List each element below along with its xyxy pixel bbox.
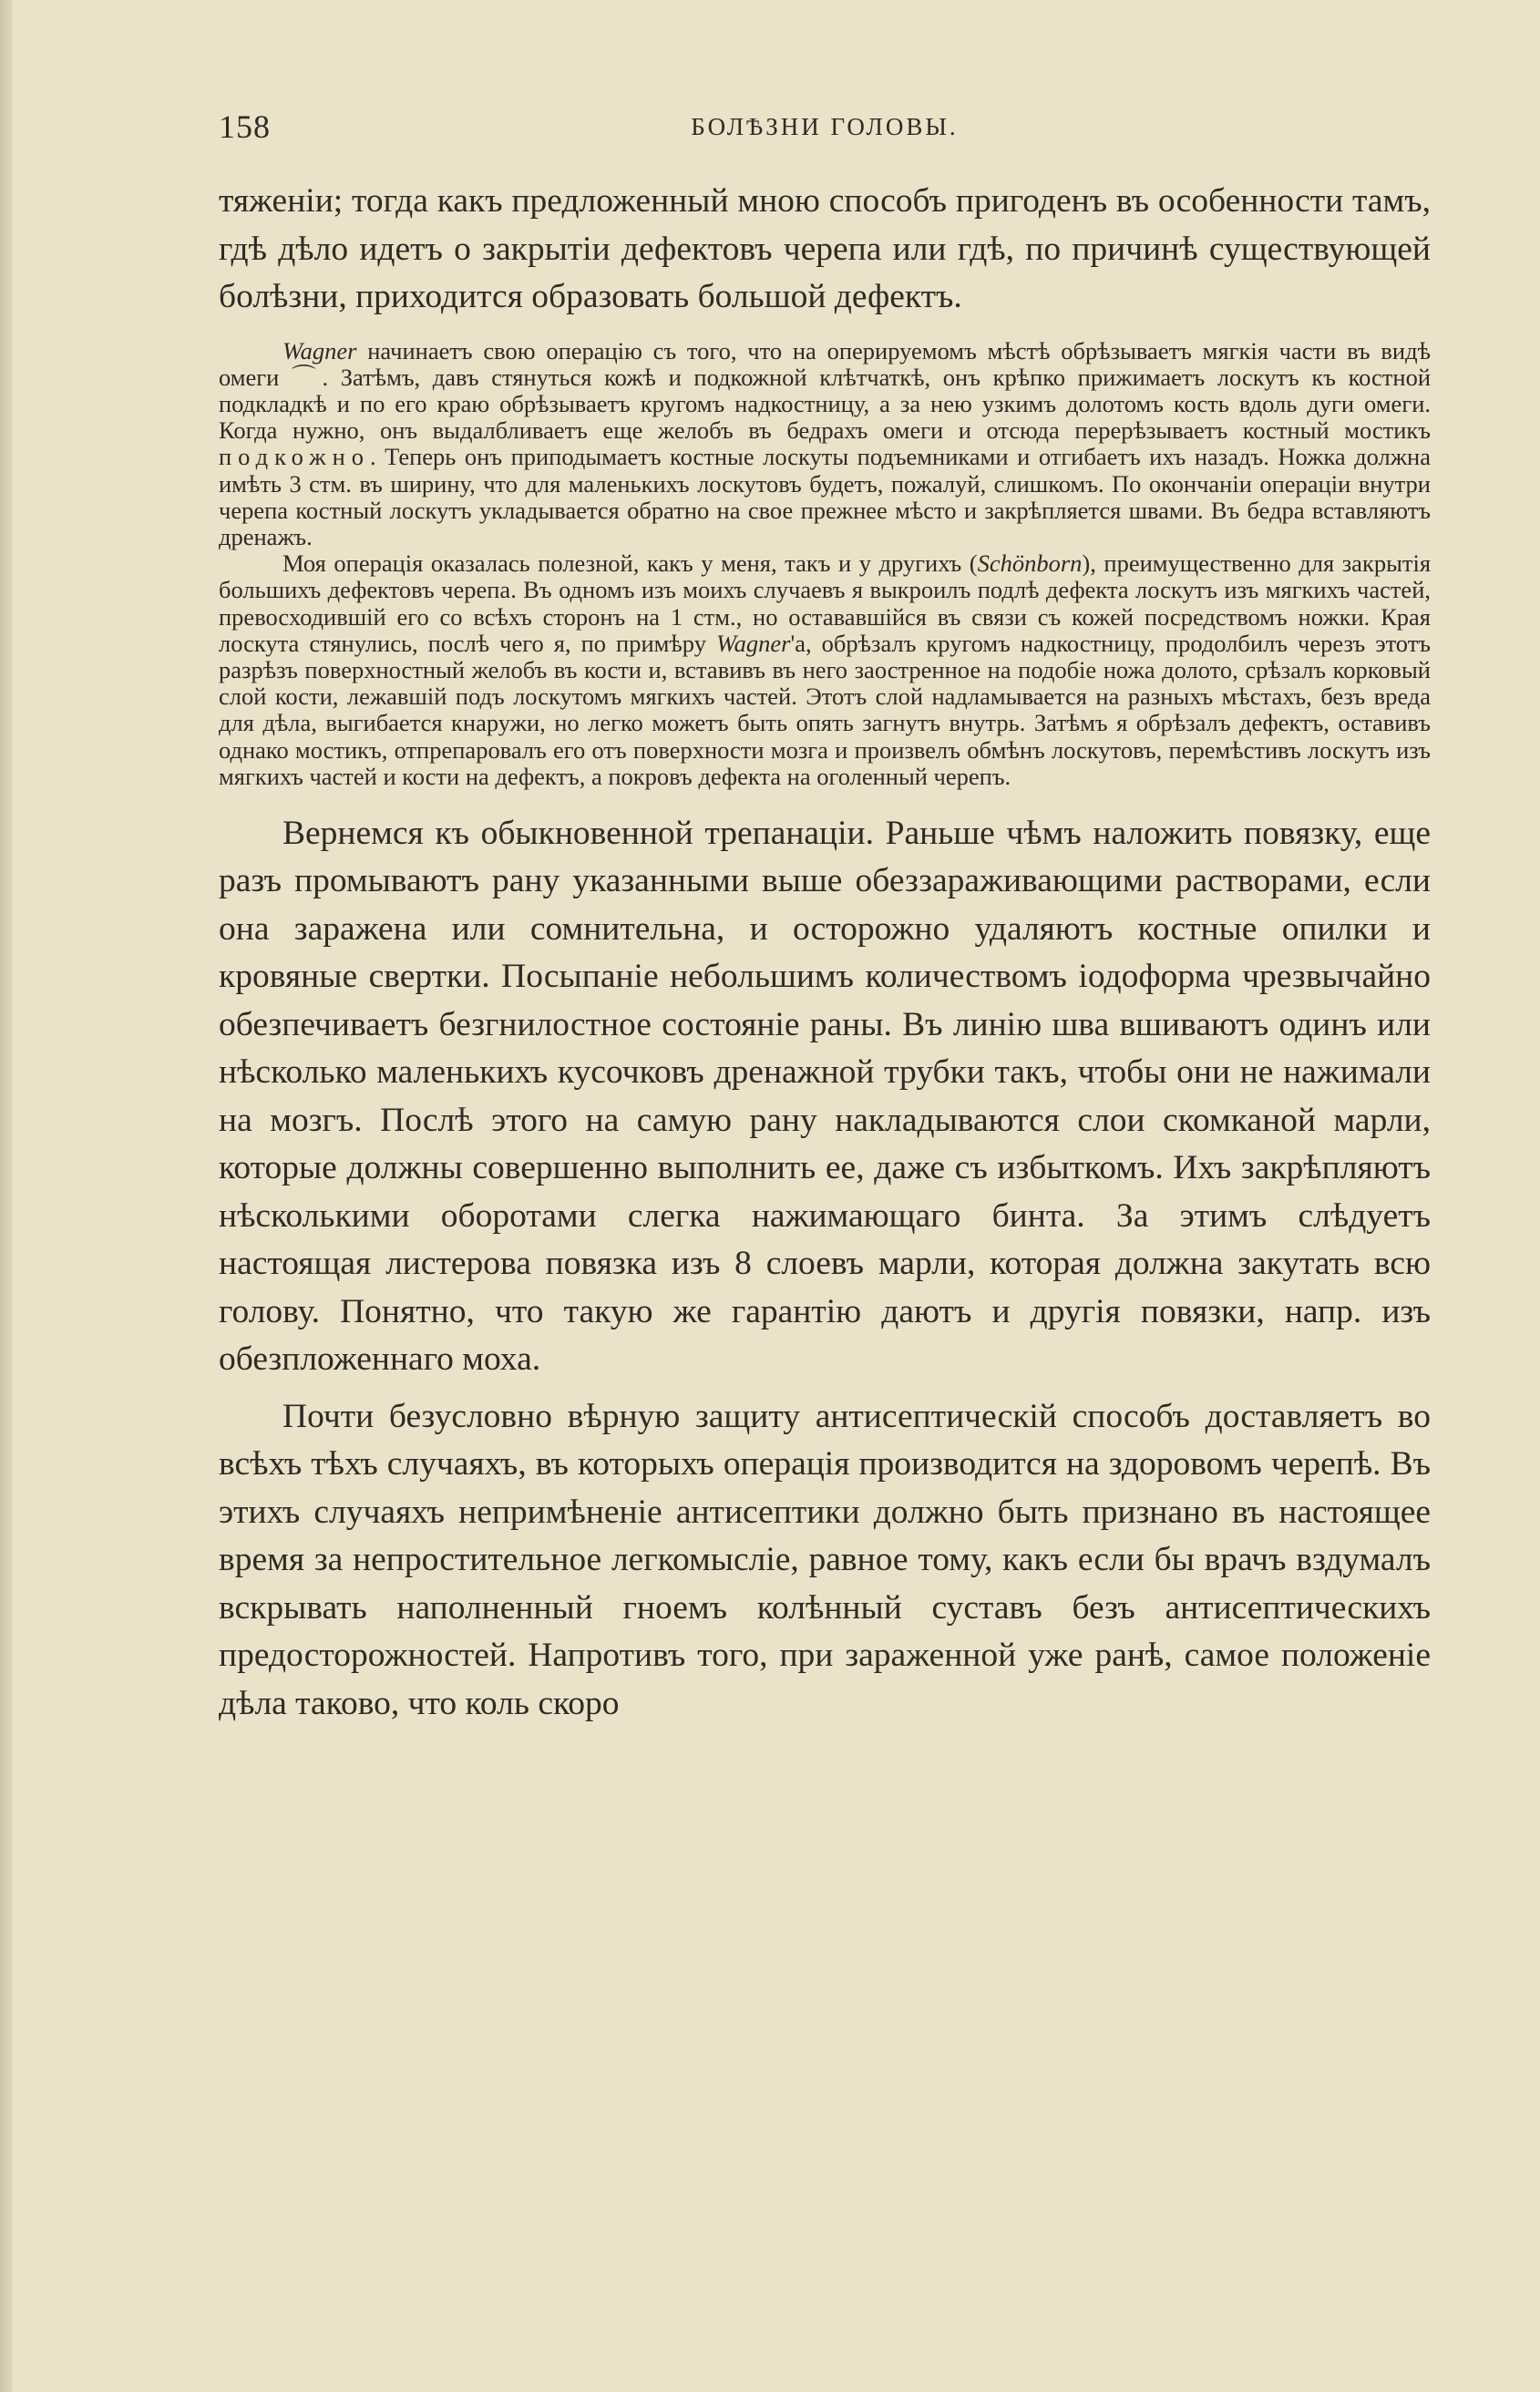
author-name: Schönborn [977,549,1083,578]
running-title: БОЛѢЗНИ ГОЛОВЫ. [691,113,959,140]
paragraph-continuation: тяженіи; тогда какъ предложенный мною способъ пригоденъ въ особенности тамъ, гдѣ дѣло идетъ о закрытіи дефектовъ черепа или гдѣ, по причинѣ существующей болѣзни, приходится образовать большой дефектъ. [219,182,1431,315]
note-text: 'а, обрѣзалъ кругомъ надкостницу, продолбилъ черезъ этотъ разрѣзъ поверхностный желобъ въ кости и, вставивъ въ него заостренное на подобіе ножа долото, срѣзалъ корковый слой кости, лежавшій подъ лоскутомъ мягкихъ частей. Этотъ слой надламывается на разныхъ мѣстахъ, безъ вреда для дѣла, выгибается кнаружи, но легко можетъ быть опять загнутъ внутрь. Затѣмъ я обрѣзалъ дефектъ, оставивъ однако мостикъ, отпрепаровалъ его отъ поверхности мозга и произвелъ обмѣнъ лоскутовъ, перемѣстивъ лоскутъ изъ мягкихъ частей и кости на дефектъ, а покровъ дефекта на оголенный черепъ. [219,629,1431,790]
author-name: Wagner [715,629,791,657]
note-text: начинаетъ свою операцію съ того, что на оперируемомъ мѣстѣ обрѣзываетъ мягкія части въ видѣ омеги ⌒. Затѣмъ, давъ стянуться кожѣ и подкожной клѣтчаткѣ, онъ крѣпко прижимаетъ лоскутъ къ костной подкладкѣ и по его краю обрѣзываетъ кругомъ надкостницу, а за нею узкимъ долотомъ кость вдоль дуги омеги. Когда нужно, онъ выдалбливаетъ еще желобъ въ бедрахъ омеги и отсюда перерѣзываетъ костный мостикъ [219,336,1431,445]
paragraph-antiseptic-method: Почти безусловно вѣрную защиту антисептическій способъ доставляетъ во всѣхъ тѣхъ случаяхъ, въ которыхъ операція производится на здоровомъ черепѣ. Въ этихъ случаяхъ непримѣненіе антисептики должно быть признано въ настоящее время за непростительное легкомысліе, равное тому, какъ если бы врачъ вздумалъ вскрывать наполненный гноемъ колѣнный суставъ безъ антисептическихъ предосторожностей. Напротивъ того, при зараженной уже ранѣ, самое положеніе дѣла таково, что коль скоро [219,1397,1431,1722]
note-own-method [219,550,1431,790]
small-print-block [219,338,1431,790]
page-number: 158 [219,108,271,145]
page-header [219,108,1431,144]
paragraph-trepanation-dressing: Вернемся къ обыкновенной трепанаціи. Раньше чѣмъ наложить повязку, еще разъ промываютъ рану указанными выше обеззараживающими растворами, если она заражена или сомнительна, и осторожно удаляютъ костные опилки и кровяные свертки. Посыпаніе небольшимъ количествомъ іодоформа чрезвычайно обезпечиваетъ безгнилостное состояніе раны. Въ линію шва вшиваютъ одинъ или нѣсколько маленькихъ кусочковъ дренажной трубки такъ, чтобы они не нажимали на мозгъ. Послѣ этого на самую рану накладываются слои скомканой марли, которые должны совершенно выполнить ее, даже съ избыткомъ. Ихъ закрѣпляютъ нѣсколькими оборотами слегка нажимающаго бинта. За этимъ слѣдуетъ настоящая листерова повязка изъ 8 слоевъ марли, которая должна закутать всю голову. Понятно, что такую же гарантію даютъ и другія повязки, напр. изъ обезпложеннаго моха. [219,814,1431,1379]
spaced-emphasis: подкожно [219,443,371,471]
note-wagner-method [219,338,1431,551]
page-body [219,178,1431,1728]
note-text: . Теперь онъ приподымаетъ костные лоскуты подъемниками и отгибаетъ ихъ назадъ. Ножка должна имѣть 3 стм. въ ширину, что для маленькихъ лоскутовъ будетъ, пожалуй, слишкомъ. По окончаніи операціи внутри черепа костный лоскутъ укладывается обратно на свое прежнее мѣсто и закрѣпляется швами. Въ бедра вставляютъ дренажъ. [219,443,1431,550]
note-text: Моя операція оказалась полезной, какъ у меня, такъ и у другихъ ( [282,549,978,578]
note-text: ), преимущественно для закрытія большихъ дефектовъ черепа. Въ одномъ изъ моихъ случаевъ я выкроилъ подлѣ дефекта лоскутъ изъ мягкихъ частей, превосходившій его со всѣхъ сторонъ на 1 стм., но остававшійся въ связи съ кожей посредствомъ ножки. Края лоскута стянулись, послѣ чего я, по примѣру [219,549,1432,657]
page-gutter [0,0,13,2392]
author-name: Wagner [282,336,357,364]
